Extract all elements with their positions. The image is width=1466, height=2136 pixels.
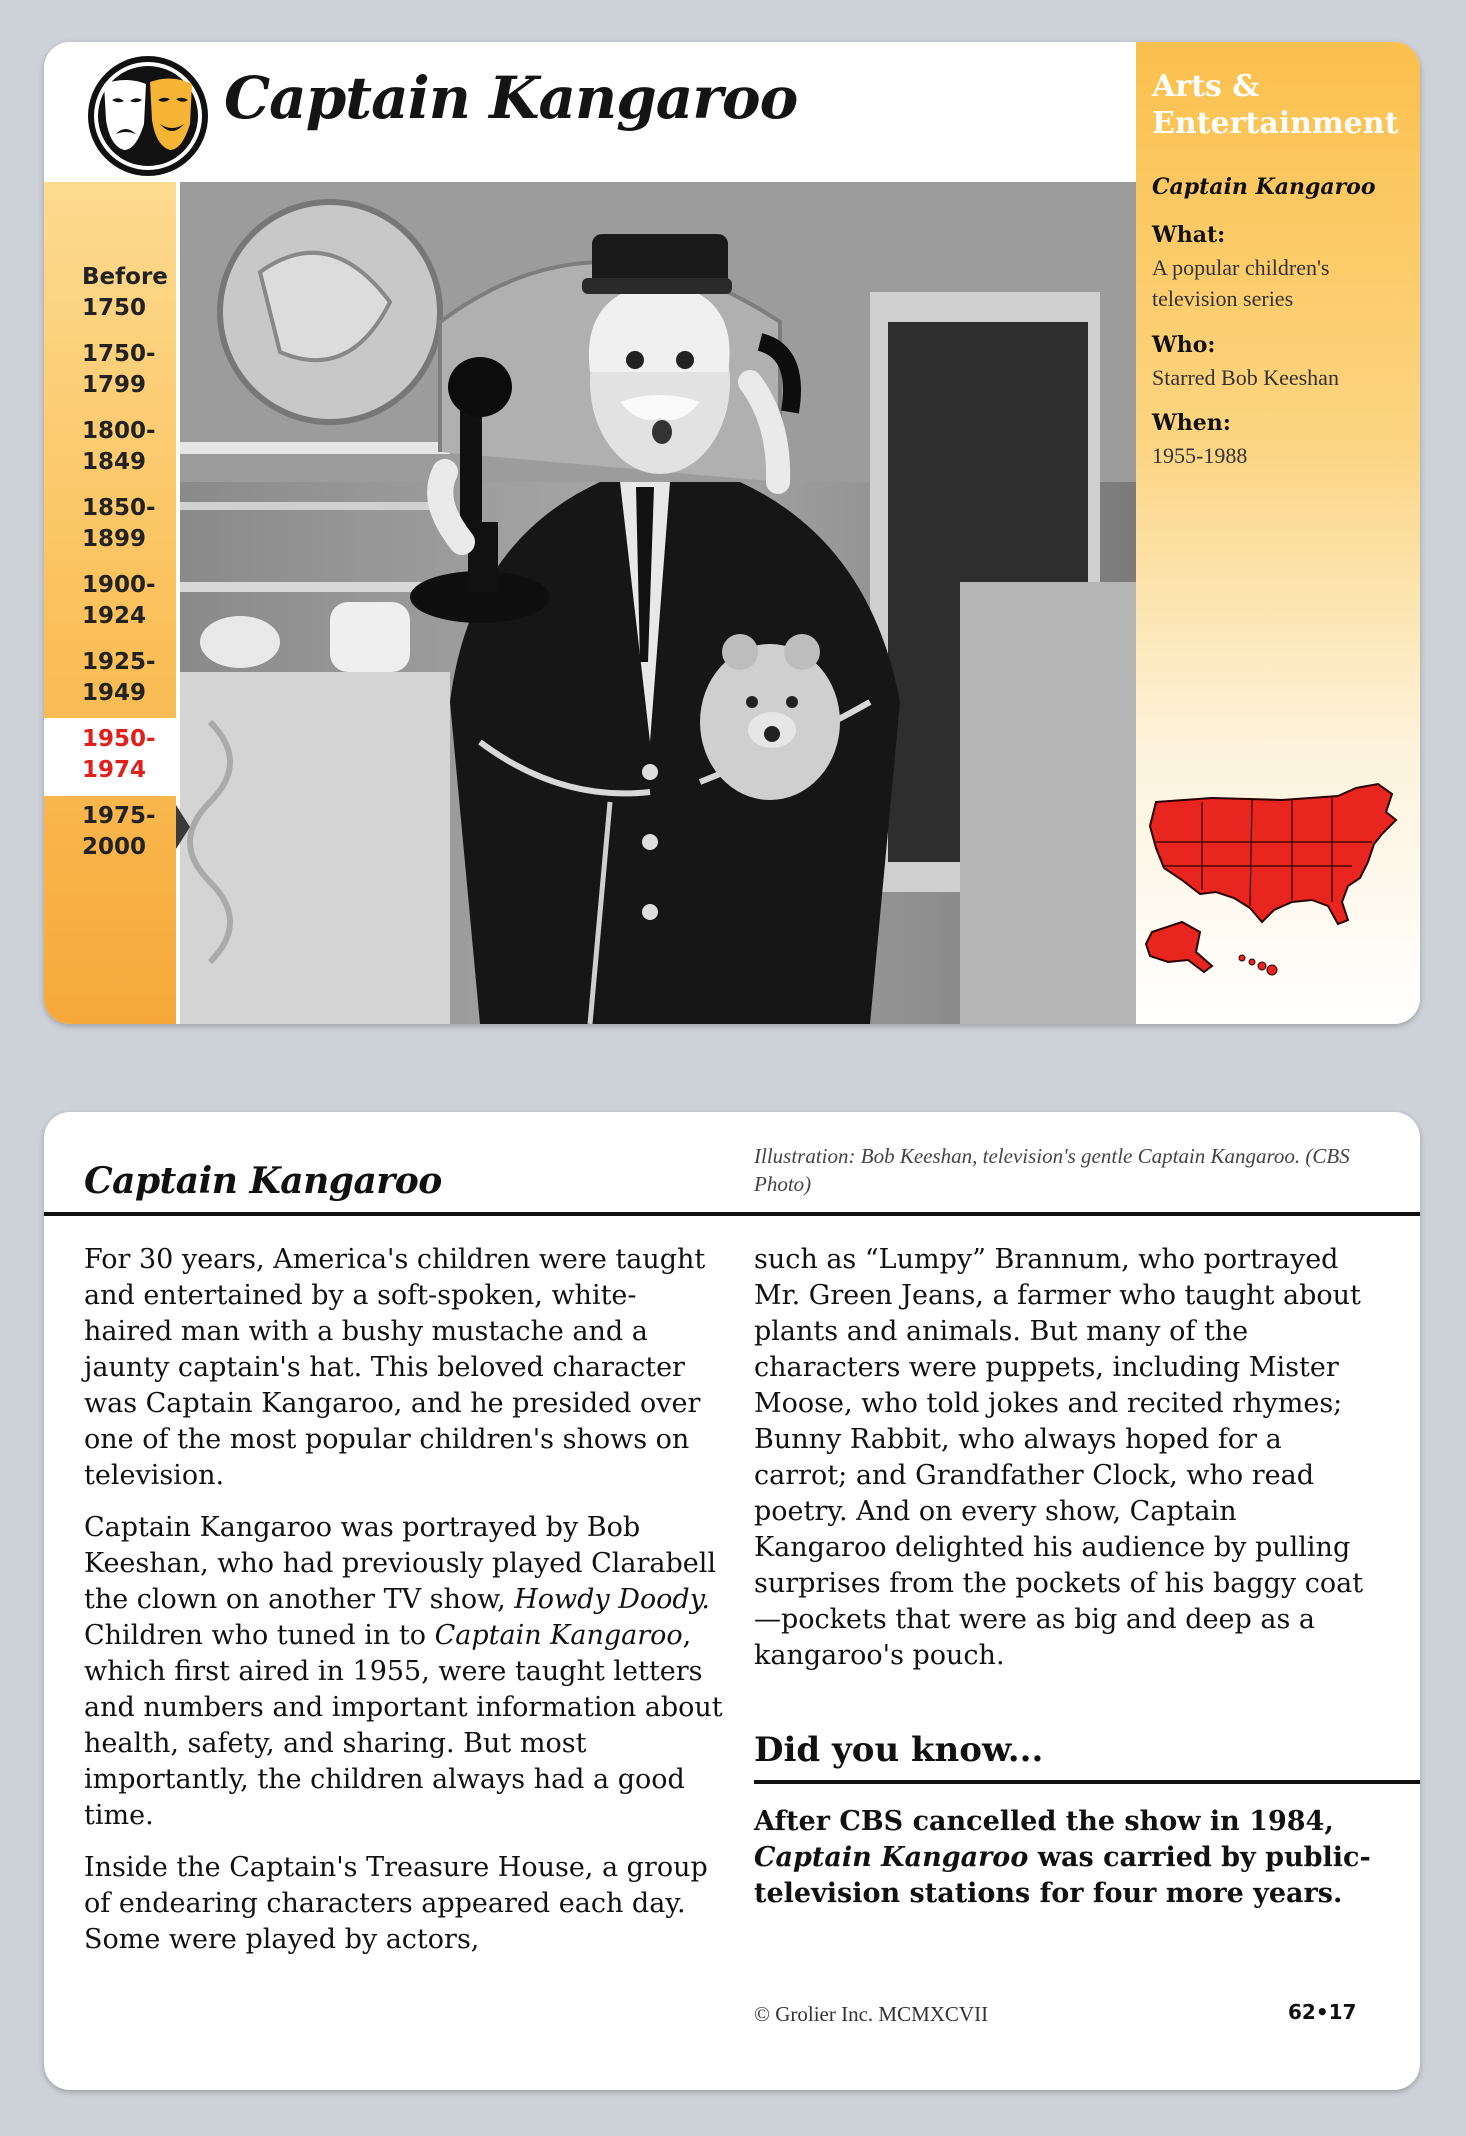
paragraph-2: [84, 1510, 724, 1834]
copyright: © Grolier Inc. MCMXCVII: [754, 2002, 989, 2026]
paragraph-3: Inside the Captain's Treasure House, a group of endearing characters appeared each day. Some were played by actors,: [84, 1852, 708, 1955]
paragraph-2-text: Children who tuned in to: [84, 1620, 435, 1651]
did-you-know-text: [754, 1804, 1374, 1912]
timeline-item: 1850-1899: [82, 495, 156, 552]
who-value: Starred Bob Keeshan: [1152, 365, 1339, 390]
timeline-item: 1750-1799: [82, 341, 156, 398]
did-you-know-part: After CBS cancelled the show in 1984,: [754, 1806, 1334, 1837]
did-you-know-show-title: Captain Kangaroo: [754, 1842, 1029, 1873]
timeline-item: 1950-1974: [44, 718, 176, 796]
paragraph-2-text: Captain Kangaroo was portrayed by Bob Keeshan, who had previously played Clarabell the clown on another TV show,: [84, 1512, 717, 1615]
article-column-1: [84, 1242, 724, 1974]
timeline-item: 1800-1849: [82, 418, 156, 475]
timeline: [44, 42, 176, 1024]
card-number: 62•17: [1288, 2000, 1357, 2024]
did-you-know-part: was carried by public-television stations for four more years.: [754, 1842, 1371, 1909]
front-card: [44, 42, 1420, 1024]
when-label: When:: [1152, 410, 1231, 436]
timeline-item: 1900-1924: [82, 572, 156, 629]
front-title: Captain Kangaroo: [224, 64, 798, 132]
front-title-bar: [44, 42, 1136, 182]
did-you-know-heading: Did you know...: [754, 1730, 1044, 1770]
back-title: Captain Kangaroo: [84, 1160, 442, 1202]
did-you-know-rule: [754, 1780, 1420, 1784]
us-map-icon: [1142, 782, 1414, 978]
header-rule: [44, 1212, 1420, 1216]
illustration-caption: Illustration: Bob Keeshan, television's gentle Captain Kangaroo. (CBS Photo): [754, 1144, 1350, 1196]
timeline-item: Before 1750: [82, 264, 168, 321]
category-label: Arts & Entertainment: [1152, 69, 1399, 141]
back-card: [44, 1112, 1420, 2090]
timeline-arrow-icon: [176, 805, 190, 849]
what-value: A popular children's television series: [1152, 255, 1330, 311]
show-title-howdy-doody: Howdy Doody.: [514, 1584, 710, 1615]
article-column-2: [754, 1242, 1374, 1690]
sidebar-title: Captain Kangaroo: [1152, 174, 1376, 200]
timeline-item: 1975-2000: [82, 803, 156, 860]
who-label: Who:: [1152, 332, 1216, 358]
when-value: 1955-1988: [1152, 443, 1248, 468]
paragraph-4: such as “Lumpy” Brannum, who portrayed Mr. Green Jeans, a farmer who taught about plants and animals. But many of the characters were puppets, including Mister Moose, who told jokes and recited rhymes; Bunny Rabbit, who always hoped for a carrot; and Grandfather Clock, who read poetry. And on every show, Captain Kangaroo delighted his audience by pulling surprises from the pockets of his baggy coat—pockets that were as big and deep as a kangaroo's pouch.: [754, 1244, 1364, 1671]
what-label: What:: [1152, 222, 1226, 248]
timeline-item: 1925-1949: [82, 649, 156, 706]
photo-captain-kangaroo: [180, 182, 1136, 1024]
theater-masks-icon: [86, 54, 210, 178]
paragraph-1: For 30 years, America's children were taught and entertained by a soft-spoken, white-haired man with a bushy mustache and a jaunty captain's hat. This beloved character was Captain Kangaroo, and he presided over one of the most popular children's shows on television.: [84, 1244, 706, 1491]
photo-illustration: [180, 182, 1136, 1024]
show-title-captain-kangaroo: Captain Kangaroo: [434, 1620, 683, 1651]
paragraph-2-text: , which first aired in 1955, were taught letters and numbers and important information about health, safety, and sharing. But most importantly, the children always had a good time.: [84, 1620, 723, 1831]
